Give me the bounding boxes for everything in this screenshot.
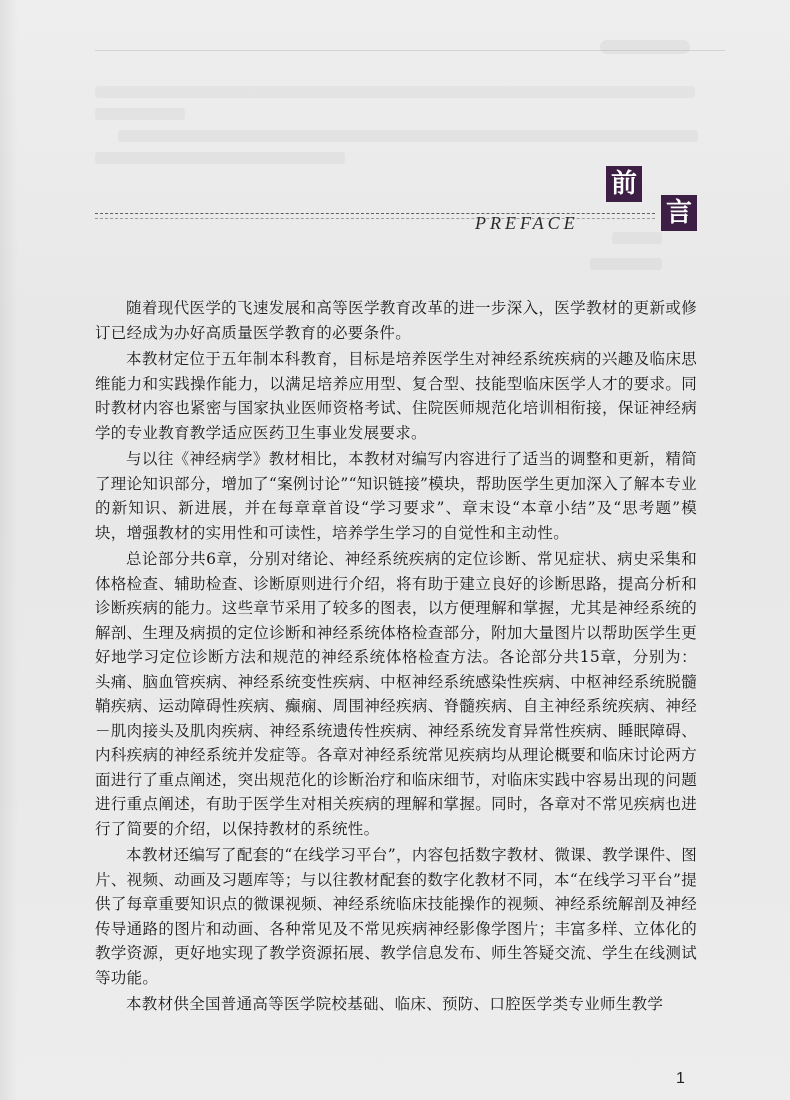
title-char-box-1: 前 — [606, 166, 642, 202]
paragraph: 总论部分共6章，分别对绪论、神经系统疾病的定位诊断、常见症状、病史采集和体格检查、辅助检查、诊断原则进行介绍，将有助于建立良好的诊断思路，提高分析和诊断疾病的能力。这些章节采用了较多的图表，以方便理解和掌握，尤其是神经系统的解剖、生理及病损的定位诊断和神经系统体格检查部分，附加大量图片以帮助医学生更好地学习定位诊断方法和规范的神经系统体格检查方法。各论部分共15章，分别为：头痛、脑血管疾病、神经系统变性疾病、中枢神经系统感染性疾病、中枢神经系统脱髓鞘疾病、运动障碍性疾病、癫痫、周围神经疾病、脊髓疾病、自主神经系统疾病、神经－肌肉接头及肌肉疾病、神经系统遗传性疾病、神经系统发育异常性疾病、睡眠障碍、内科疾病的神经系统并发症等。各章对神经系统常见疾病均从理论概要和临床讨论两方面进行了重点阐述，突出规范化的诊断治疗和临床细节，对临床实践中容易出现的问题进行重点阐述，有助于医学生对相关疾病的理解和掌握。同时，各章对不常见疾病也进行了简要的介绍，以保持教材的系统性。 — [95, 550, 697, 838]
bleed-through-text — [95, 86, 695, 98]
paragraph: 与以往《神经病学》教材相比，本教材对编写内容进行了适当的调整和更新，精简了理论知识部分，增加了“案例讨论”“知识链接”模块，帮助医学生更加深入了解本专业的新知识、新进展，并在每章章首设“学习要求”、章末设“本章小结”及“思考题”模块，增强教材的实用性和可读性，培养学生学习的自觉性和主动性。 — [95, 450, 697, 542]
preface-body — [95, 296, 697, 1017]
bleed-through-tag — [600, 40, 690, 54]
page-number: 1 — [676, 1070, 685, 1087]
paragraph: 随着现代医学的飞速发展和高等医学教育改革的进一步深入，医学教材的更新或修订已经成为办好高质量医学教育的必要条件。 — [95, 299, 697, 342]
paragraph: 本教材定位于五年制本科教育，目标是培养医学生对神经系统疾病的兴趣及临床思维能力和实践操作能力，以满足培养应用型、复合型、技能型临床医学人才的要求。同时教材内容也紧密与国家执业医师资格考试、住院医师规范化培训相衔接，保证神经病学的专业教育教学适应医药卫生事业发展要求。 — [95, 350, 697, 442]
bleed-through-text — [95, 152, 345, 164]
bleed-through-text — [95, 108, 185, 120]
paragraph: 本教材还编写了配套的“在线学习平台”，内容包括数字教材、微课、教学课件、图片、视频、动画及习题库等；与以往教材配套的数字化教材不同，本“在线学习平台”提供了每章重要知识点的微课视频、神经系统临床技能操作的视频、神经系统解剖及神经传导通路的图片和动画、各种常见及不常见疾病神经影像学图片；丰富多样、立体化的教学资源，更好地实现了教学资源拓展、教学信息发布、师生答疑交流、学生在线测试等功能。 — [95, 846, 697, 987]
paragraph: 本教材供全国普通高等医学院校基础、临床、预防、口腔医学类专业师生教学 — [126, 995, 664, 1013]
preface-subtitle: PREFACE — [475, 213, 579, 233]
page-header — [0, 0, 790, 260]
bleed-through-text — [118, 130, 698, 142]
bleed-through-text — [612, 232, 662, 244]
title-char-box-2: 言 — [661, 195, 697, 231]
bleed-through-text — [590, 258, 662, 270]
